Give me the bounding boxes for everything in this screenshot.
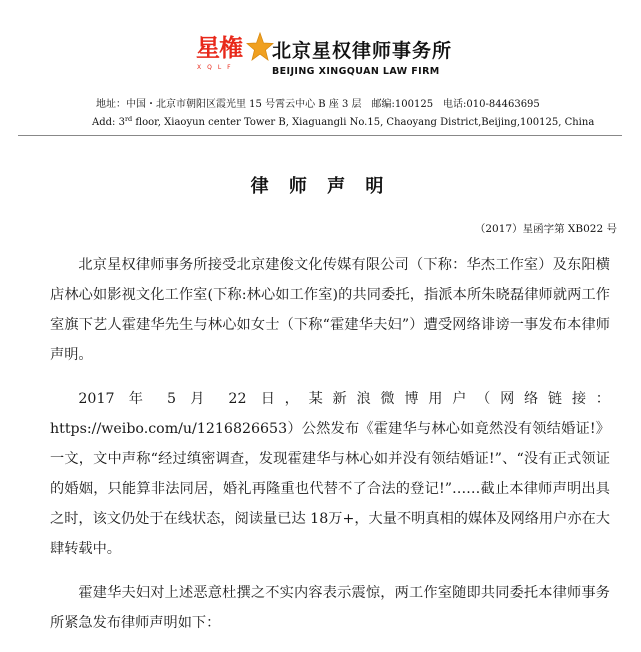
logo-mark: 星権 <box>196 34 242 62</box>
document-body <box>50 250 610 652</box>
address-en-prefix: Add: 3 <box>92 117 125 128</box>
letterhead <box>0 0 641 92</box>
address-en <box>92 116 594 130</box>
star-icon <box>246 32 274 62</box>
logo-subtitle: XQLF <box>197 64 237 71</box>
firm-logo <box>196 34 270 80</box>
paragraph: 北京星权律师事务所接受北京建俊文化传媒有限公司（下称：华杰工作室）及东阳横店林心如影视文化工作室(下称:林心如工作室)的共同委托，指派本所朱晓磊律师就两工作室旗下艺人霍建华先生与林心如女士（下称“霍建华夫妇”）遭受网络诽谤一事发布本律师声明。 <box>50 257 610 363</box>
firm-name-en: BEIJING XINGQUAN LAW FIRM <box>272 66 440 77</box>
address-en-rest: floor, Xiaoyun center Tower B, Xiaguangli No.15, Chaoyang District,Beijing,100125, China <box>132 117 595 128</box>
paragraph: 2017 年 5 月 22 日，某新浪微博用户（网络链接：https://weibo.com/u/1216826653）公然发布《霍建华与林心如竟然没有领结婚证!》一文，文中声称“经过缜密调查，发现霍建华与林心如并没有领结婚证!”、“没有正式领证的婚姻，只能算非法同居，婚礼再隆重也代替不了合法的登记!”……截止本律师声明出具之时，该文仍处于在线状态，阅读量已达 18万+，大量不明真相的媒体及网络用户亦在大肆转载中。 <box>50 391 610 557</box>
firm-name-cn: 北京星权律师事务所 <box>272 40 453 62</box>
address-cn: 地址：中国・北京市朝阳区霞光里 15 号霄云中心 B 座 3 层 邮编:100125 电话:010-84463695 <box>96 99 540 110</box>
header-divider <box>18 135 622 136</box>
address-en-ordinal: rd <box>124 115 133 123</box>
document-number: （2017）星函字第 XB022 号 <box>474 223 617 235</box>
paragraph: 霍建华夫妇对上述恶意杜撰之不实内容表示震惊，两工作室随即共同委托本律师事务所紧急发布律师声明如下： <box>50 585 610 631</box>
document-title: 律 师 声 明 <box>250 176 391 197</box>
